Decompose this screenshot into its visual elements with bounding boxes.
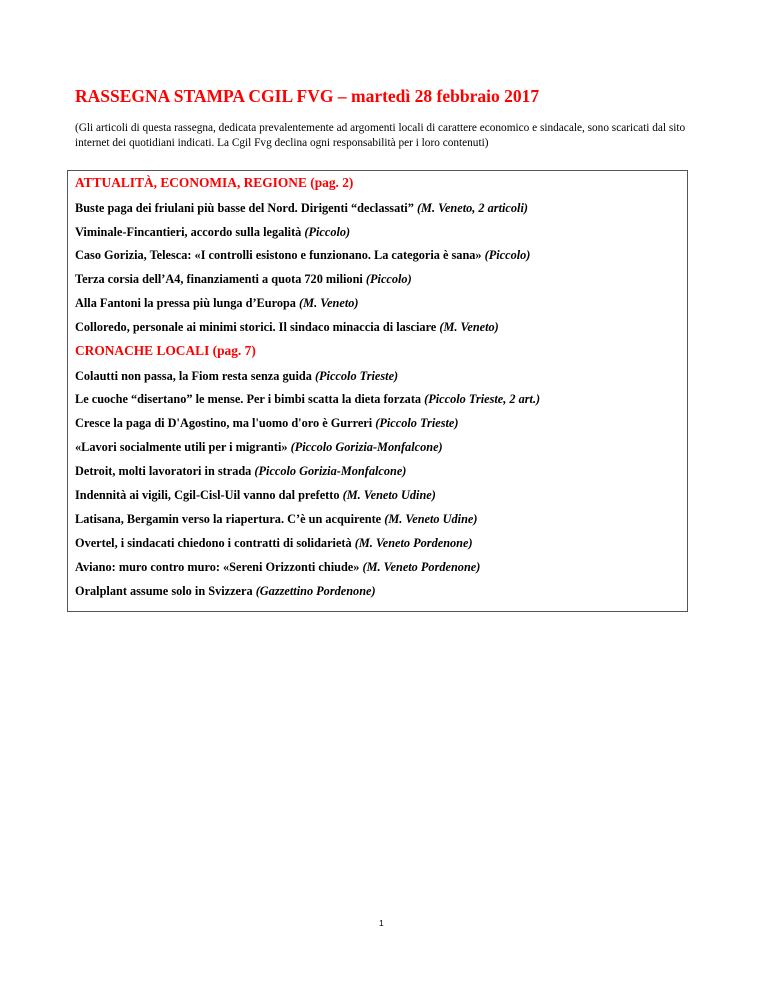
article-item <box>75 296 358 311</box>
article-headline: «Lavori socialmente utili per i migranti» <box>75 440 288 454</box>
article-item <box>75 225 350 240</box>
article-item <box>75 416 458 431</box>
section-heading-attualita: ATTUALITÀ, ECONOMIA, REGIONE (pag. 2) <box>75 175 354 190</box>
article-source: (Piccolo) <box>304 225 351 239</box>
article-headline: Detroit, molti lavoratori in strada <box>75 464 252 478</box>
article-source: (M. Veneto Udine) <box>342 488 436 502</box>
article-item <box>75 248 530 263</box>
article-source: (Piccolo Trieste) <box>375 416 459 430</box>
article-headline: Caso Gorizia, Telesca: «I controlli esistono e funzionano. La categoria è sana» <box>75 248 482 262</box>
article-source: (Piccolo) <box>484 248 531 262</box>
article-headline: Viminale-Fincantieri, accordo sulla legalità <box>75 225 302 239</box>
article-source: (M. Veneto, 2 articoli) <box>416 201 528 215</box>
article-headline: Latisana, Bergamin verso la riapertura. C’è un acquirente <box>75 512 382 526</box>
article-headline: Cresce la paga di D'Agostino, ma l'uomo d'oro è Gurreri <box>75 416 373 430</box>
article-source: (M. Veneto Pordenone) <box>354 536 473 550</box>
article-item <box>75 464 406 479</box>
article-source: (Piccolo Gorizia-Monfalcone) <box>254 464 407 478</box>
disclaimer-text: (Gli articoli di questa rassegna, dedicata prevalentemente ad argomenti locali di carattere economico e sindacale, sono scaricati dal sito internet dei quotidiani indicati. La Cgil Fvg declina ogni responsabilità per i loro contenuti) <box>75 122 686 149</box>
article-item <box>75 369 398 384</box>
article-source: (Piccolo) <box>365 272 412 286</box>
page-number: 1 <box>379 918 384 928</box>
article-source: (Piccolo Trieste, 2 art.) <box>424 392 541 406</box>
article-headline: Terza corsia dell’A4, finanziamenti a quota 720 milioni <box>75 272 363 286</box>
article-headline: Buste paga dei friulani più basse del Nord. Dirigenti “declassati” <box>75 201 414 215</box>
section-heading-cronache: CRONACHE LOCALI (pag. 7) <box>75 343 256 358</box>
article-headline: Overtel, i sindacati chiedono i contratti di solidarietà <box>75 536 352 550</box>
article-item <box>75 512 477 527</box>
article-source: (Piccolo Gorizia-Monfalcone) <box>290 440 443 454</box>
article-source: (M. Veneto) <box>299 296 359 310</box>
article-item <box>75 272 412 287</box>
article-headline: Alla Fantoni la pressa più lunga d’Europa <box>75 296 296 310</box>
article-headline: Le cuoche “disertano” le mense. Per i bimbi scatta la dieta forzata <box>75 392 422 406</box>
article-item <box>75 201 528 216</box>
article-headline: Colautti non passa, la Fiom resta senza guida <box>75 369 312 383</box>
article-item <box>75 440 443 455</box>
article-source: (Piccolo Trieste) <box>314 369 399 383</box>
article-item <box>75 536 473 551</box>
article-item <box>75 488 436 503</box>
article-source: (Gazzettino Pordenone) <box>255 584 376 598</box>
article-item <box>75 560 480 575</box>
page-title: RASSEGNA STAMPA CGIL FVG – martedì 28 febbraio 2017 <box>75 86 540 106</box>
article-headline: Oralplant assume solo in Svizzera <box>75 584 253 598</box>
article-source: (M. Veneto Udine) <box>384 512 478 526</box>
article-item <box>75 320 499 335</box>
article-item <box>75 584 376 599</box>
article-headline: Colloredo, personale ai minimi storici. Il sindaco minaccia di lasciare <box>75 320 437 334</box>
article-headline: Aviano: muro contro muro: «Sereni Orizzonti chiude» <box>75 560 360 574</box>
article-item <box>75 392 540 407</box>
article-headline: Indennità ai vigili, Cgil-Cisl-Uil vanno dal prefetto <box>75 488 340 502</box>
article-source: (M. Veneto) <box>439 320 499 334</box>
article-source: (M. Veneto Pordenone) <box>362 560 481 574</box>
